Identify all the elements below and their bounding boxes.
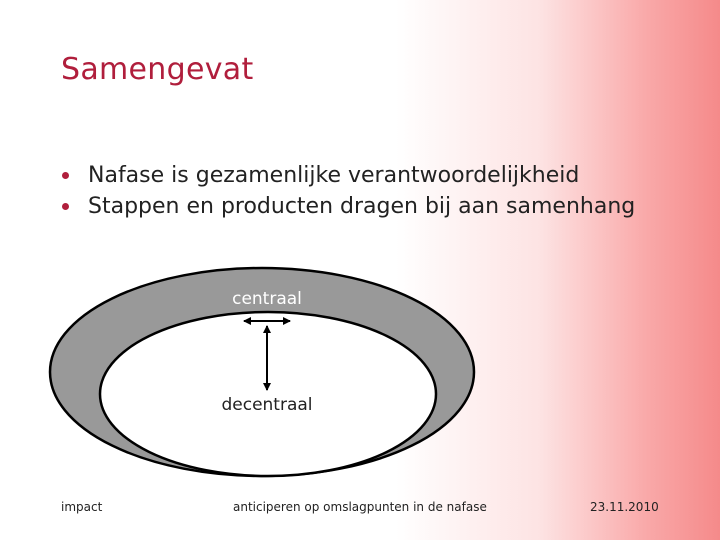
outer-label: centraal [232,289,302,309]
bullet-text: Stappen en producten dragen bij aan samenhang [88,194,636,219]
footer-left: impact [61,500,103,514]
inner-label: decentraal [221,395,313,415]
slide-title: Samengevat [61,52,254,87]
footer-center: anticiperen op omslagpunten in de nafase [233,500,487,514]
footer-date: 23.11.2010 [590,500,659,514]
bullet-text: Nafase is gezamenlijke verantwoordelijkheid [88,163,580,188]
